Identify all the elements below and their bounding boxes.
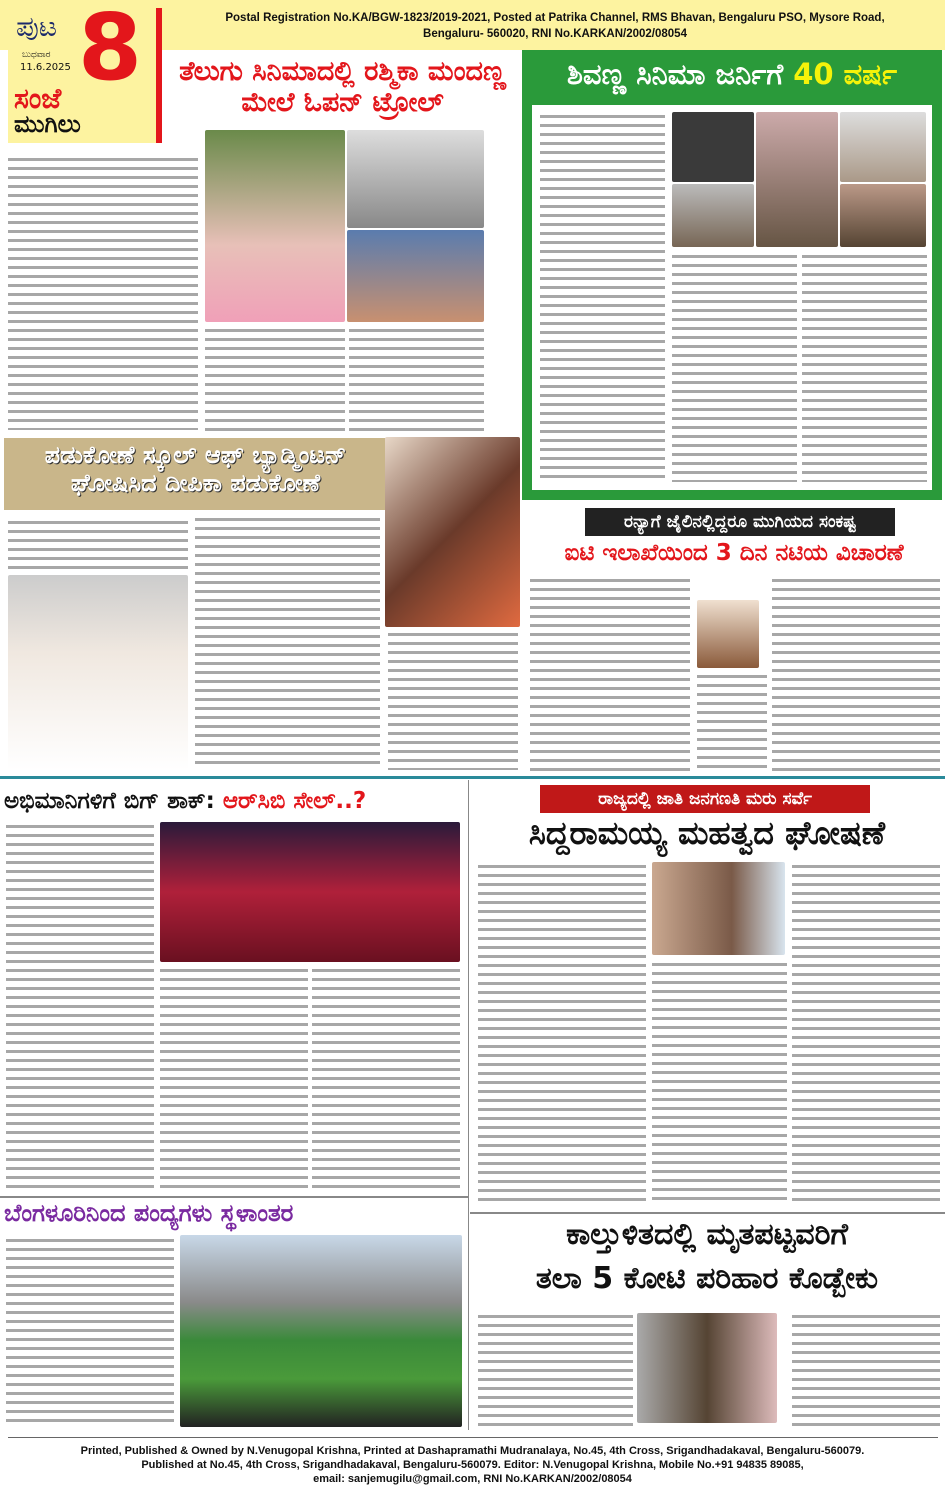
date: 11.6.2025 <box>20 62 71 73</box>
rashmika-body <box>205 326 345 431</box>
rashmika-photo <box>347 130 484 228</box>
footer-line: Published at No.45, 4th Cross, Srigandhadakaval, Bengaluru-560079. Editor: N.Venugopal Krishna, Mobile No.+91 94835 89085, <box>141 1459 804 1471</box>
footer-line: Printed, Published & Owned by N.Venugopal Krishna, Printed at Dashapramathi Mudranalaya, No.45, 4th Cross, Srigandhadakaval, Bengaluru-560079. <box>80 1445 865 1457</box>
deepika-headline: ಪಡುಕೋಣೆ ಸ್ಕೂಲ್ ಆಫ್ ಬ್ಯಾಡ್ಮಿಂಟನ್ ಘೋಷಿಸಿದ ದೀಪಿಕಾ ಪಡುಕೋಣೆ <box>44 441 347 497</box>
census-body <box>792 862 940 1202</box>
shivanna-body <box>802 252 927 482</box>
rashmika-headline: ತೆಲುಗು ಸಿನಿಮಾದಲ್ಲಿ ರಶ್ಮಿಕಾ ಮಂದಣ್ಣ ಮೇಲೆ ಓಪನ್ ಟ್ರೋಲ್ <box>179 56 506 119</box>
stampede-photo <box>637 1313 777 1423</box>
matches-body <box>6 1236 174 1426</box>
ranya-body <box>772 576 940 771</box>
shivanna-photo <box>840 184 926 247</box>
shivanna-photo <box>672 184 754 247</box>
red-rule <box>156 8 162 143</box>
headline-highlight: 40 ವರ್ಷ <box>793 57 898 91</box>
deepika-body <box>388 630 518 770</box>
ranya-body <box>530 576 690 771</box>
headline-text: ಶಿವಣ್ಣ ಸಿನಿಮಾ ಜರ್ನಿಗೆ <box>566 57 784 91</box>
postal-line: Bengaluru- 560020, RNI No.KARKAN/2002/08054 <box>423 28 687 40</box>
footer-line: email: sanjemugilu@gmail.com, RNI No.KARKAN/2002/08054 <box>313 1473 632 1485</box>
rcb-body <box>6 822 154 1192</box>
headline-text: ಅಭಿಮಾನಿಗಳಿಗೆ ಬಿಗ್ ಶಾಕ್: <box>4 788 215 814</box>
page-number: 8 <box>78 0 143 101</box>
stampede-headline: ಕಾಲ್ತುಳಿತದಲ್ಲಿ ಮೃತಪಟ್ಟವರಿಗೆ <box>566 1217 848 1252</box>
shivanna-photo <box>840 112 926 182</box>
headline-highlight: ಆರ್‌ಸಿಬಿ ಸೇಲ್..? <box>222 788 367 814</box>
shivanna-body <box>672 252 797 482</box>
actor-photo <box>347 230 484 322</box>
footer-rule <box>8 1437 938 1438</box>
ranya-kicker: ರನ್ಯಾಗೆ ಜೈಲಿನಲ್ಲಿದ್ದರೂ ಮುಗಿಯದ ಸಂಕಷ್ಟ <box>585 508 895 536</box>
census-body <box>478 862 646 1202</box>
rashmika-body <box>349 326 484 431</box>
paper-name: ಸಂಜೆ <box>14 82 62 115</box>
ranya-photo <box>697 600 759 668</box>
stampede-body <box>792 1312 940 1427</box>
stadium-photo <box>180 1235 462 1427</box>
deepika-body <box>8 518 188 570</box>
rcb-body <box>312 966 460 1192</box>
stampede-headline: ತಲಾ 5 ಕೋಟಿ ಪರಿಹಾರ ಕೊಡ್ಬೇಕು <box>535 1261 879 1296</box>
deepika-prakash-photo <box>8 575 188 770</box>
deepika-photo <box>385 437 520 627</box>
rcb-team-photo <box>160 822 460 962</box>
rashmika-body <box>8 155 198 430</box>
shivanna-headline <box>522 58 942 91</box>
divider <box>0 776 945 779</box>
rule <box>0 1196 468 1198</box>
paper-name: ಮುಗಿಲು <box>14 110 81 138</box>
ranya-headline: ಐಟಿ ಇಲಾಖೆಯಿಂದ 3 ದಿನ ನಟಿಯ ವಿಚಾರಣೆ <box>564 540 904 566</box>
page-label: ಪುಟ <box>16 10 58 43</box>
postal-line: Postal Registration No.KA/BGW-1823/2019-2021, Posted at Patrika Channel, RMS Bhavan, Bengaluru PSO, Mysore Road, <box>225 12 885 24</box>
matches-headline: ಬೆಂಗಳೂರಿನಿಂದ ಪಂದ್ಯಗಳು ಸ್ಥಳಾಂತರ <box>4 1199 294 1227</box>
shivanna-photo <box>672 112 754 182</box>
day: ಬುಧವಾರ <box>22 50 51 60</box>
rcb-body <box>160 966 308 1192</box>
rashmika-photo <box>205 130 345 322</box>
shivanna-body <box>540 112 665 482</box>
census-kicker: ರಾಜ್ಯದಲ್ಲಿ ಜಾತಿ ಜನಗಣತಿ ಮರು ಸರ್ವೆ <box>540 785 870 813</box>
shivanna-photo <box>756 112 838 247</box>
stampede-body <box>478 1312 633 1427</box>
ranya-body <box>697 672 767 772</box>
census-headline: ಸಿದ್ದರಾಮಯ್ಯ ಮಹತ್ವದ ಘೋಷಣೆ <box>528 814 886 852</box>
rule <box>470 1212 945 1214</box>
rcb-headline <box>4 788 464 814</box>
column-rule <box>468 780 469 1430</box>
deepika-body <box>195 515 380 770</box>
census-body <box>652 960 787 1202</box>
siddaramaiah-photo <box>652 862 785 955</box>
